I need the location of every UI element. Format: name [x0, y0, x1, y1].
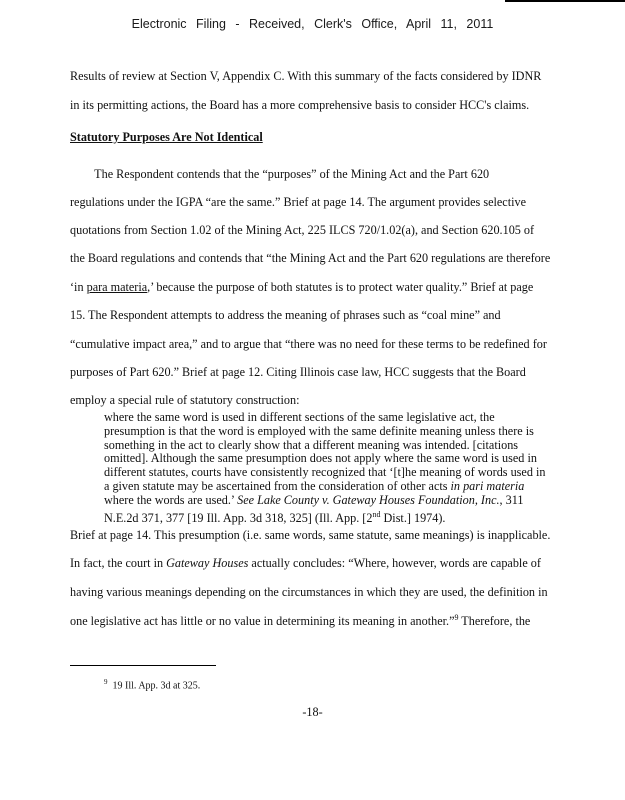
body-line: Brief at page 14. This presumption (i.e. same words, same statute, same meanings) is inapplicable.	[70, 528, 551, 542]
text: where the words are used.’	[104, 492, 238, 507]
body-line: 15. The Respondent attempts to address the meaning of phrases such as “coal mine” and	[70, 308, 501, 322]
body-line: quotations from Section 1.02 of the Mining Act, 225 ILCS 720/1.02(a), and Section 620.105 of	[70, 223, 535, 237]
body-line: having various meanings depending on the circumstances in which they are used, the definition in	[70, 585, 548, 599]
footnote-divider	[70, 665, 216, 666]
block-quote	[104, 411, 545, 525]
scan-mark	[505, 0, 625, 2]
case-name: Gateway Houses	[166, 556, 249, 570]
text: In fact, the court in	[70, 556, 167, 570]
body-line	[70, 280, 533, 295]
body-line: purposes of Part 620.” Brief at page 12. Citing Illinois case law, HCC suggests that the Board	[70, 365, 526, 379]
quote-line: different statutes, courts have consistently recognized that ‘[t]he meaning of words used in	[104, 465, 546, 480]
section-heading: Statutory Purposes Are Not Identical	[70, 130, 263, 144]
body-line: employ a special rule of statutory construction:	[70, 393, 300, 407]
body-line: in its permitting actions, the Board has a more comprehensive basis to consider HCC's claims.	[70, 98, 530, 112]
body-line: regulations under the IGPA “are the same.” Brief at page 14. The argument provides selective	[70, 195, 526, 209]
latin-term: in pari materia	[450, 478, 525, 493]
quote-line: presumption is that the word is employed with the same definite meaning unless there is	[104, 423, 534, 438]
body-line	[70, 556, 541, 571]
footnote-number: 9	[104, 678, 108, 686]
text: Dist.] 1974).	[380, 510, 446, 525]
text: ‘in	[70, 280, 87, 294]
body-line: The Respondent contends that the “purposes” of the Mining Act and the Part 620	[70, 167, 490, 181]
quote-line: omitted]. Although the same presumption does not apply where the same word is used in	[104, 451, 537, 466]
text: , 311	[499, 492, 524, 507]
quote-line: where the same word is used in different sections of the same legislative act, the	[104, 410, 495, 424]
text: N.E.2d 371, 377 [19 Ill. App. 3d 318, 325] (Ill. App. [2	[104, 510, 373, 525]
body-line: Results of review at Section V, Appendix C. With this summary of the facts considered by IDNR	[70, 69, 542, 83]
footnote-text: 19 Ill. App. 3d at 325.	[112, 680, 201, 692]
filing-header: Electronic Filing - Received, Clerk's Office, April 11, 2011	[131, 17, 494, 31]
latin-term: para materia	[86, 280, 148, 294]
page-number: -18-	[302, 705, 323, 719]
text: Therefore, the	[458, 614, 531, 629]
quote-line	[104, 494, 545, 508]
quote-line: something in the act to clearly show that a different meaning was intended. [citations	[104, 437, 519, 452]
body-line: the Board regulations and contends that “the Mining Act and the Part 620 regulations are therefore	[70, 251, 551, 265]
text: actually concludes: “Where, however, words are capable of	[248, 556, 541, 570]
text: one legislative act has little or no value in determining its meaning in another.”	[70, 614, 455, 629]
body-line: “cumulative impact area,” and to argue that “there was no need for these terms to be redefined for	[70, 337, 547, 351]
case-citation: See Lake County v. Gateway Houses Foundation, Inc.	[237, 492, 500, 507]
text: ,’ because the purpose of both statutes is to protect water quality.” Brief at page	[147, 280, 534, 294]
body-line	[70, 613, 530, 629]
quote-line	[104, 480, 545, 494]
footnote-ref: 9	[454, 613, 459, 622]
superscript: nd	[372, 509, 381, 519]
footnote	[104, 678, 200, 691]
text: a given statute may be ascertained from the consideration of other acts	[104, 478, 451, 493]
quote-line	[104, 508, 545, 526]
